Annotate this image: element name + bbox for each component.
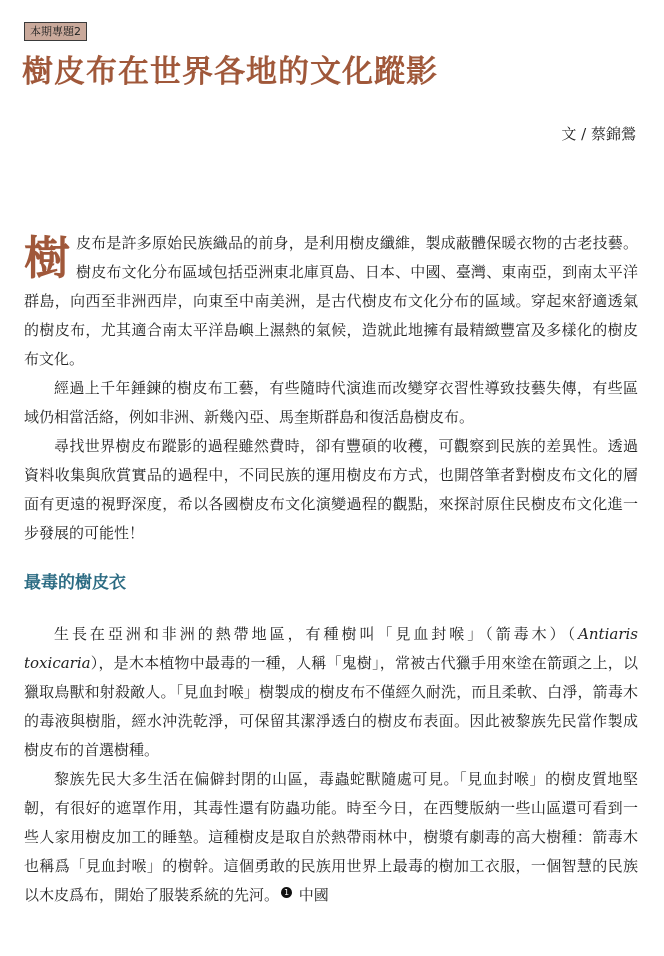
section-paragraph-1-text-a: 生長在亞洲和非洲的熱帶地區，有種樹叫「見血封喉」（箭毒木）（ [54, 625, 579, 643]
section-paragraph-2-text-b: 中國 [294, 886, 329, 904]
intro-paragraph-1-text: 皮布是許多原始民族織品的前身，是利用樹皮纖維，製成蔽體保暖衣物的古老技藝。樹皮布文化分布區域包括亞洲東北庫頁島、日本、中國、臺灣、東南亞，到南太平洋群島，向西至非洲西岸，向東至中南美洲，是古代樹皮布文化分布的區域。穿起來舒適透氣的樹皮布，尤其適合南太平洋島嶼上濕熱的氣候，造就此地擁有最精緻豐富及多樣化的樹皮布文化。 [24, 234, 638, 368]
intro-paragraph-3: 尋找世界樹皮布蹤影的過程雖然費時，卻有豐碩的收穫，可觀察到民族的差異性。透過資料收集與欣賞實品的過程中，不同民族的運用樹皮布方式，也開啓筆者對樹皮布文化的層面有更遠的視野深度，希以各國樹皮布文化演變過程的觀點，來探討原住民樹皮布文化進一步發展的可能性！ [24, 437, 638, 542]
section-paragraph-2-text-a: 黎族先民大多生活在偏僻封閉的山區，毒蟲蛇獸隨處可見。「見血封喉」的樹皮質地堅韌，有很好的遮罩作用，其毒性還有防蟲功能。時至今日，在西雙版納一些山區還可看到一些人家用樹皮加工的睡墊。這種樹皮是取自於熱帶雨林中，樹漿有劇毒的高大樹種：箭毒木也稱爲「見血封喉」的樹幹。這個勇敢的民族用世界上最毒的樹加工衣服，一個智慧的民族以木皮爲布，開始了服裝系統的先河。 [24, 770, 638, 904]
footnote-marker: 1 [281, 887, 292, 898]
scientific-name: Antiaris toxicaria [24, 625, 638, 672]
section-paragraph-1 [24, 620, 638, 765]
section-paragraph-1-text-b: ），是木本植物中最毒的一種，人稱「鬼樹」，常被古代獵手用來塗在箭頭之上，以獵取鳥獸和射殺敵人。「見血封喉」樹製成的樹皮布不僅經久耐洗，而且柔軟、白淨，箭毒木的毒液與樹脂，經水沖洗乾淨，可保留其潔淨透白的樹皮布表面。因此被黎族先民當作製成樹皮布的首選樹種。 [24, 654, 638, 759]
article-title: 樹皮布在世界各地的文化蹤影 [22, 54, 438, 90]
section-heading: 最毒的樹皮衣 [24, 573, 126, 593]
author-byline: 文 / 蔡錦鶯 [561, 125, 636, 143]
section-paragraph-2 [24, 765, 638, 910]
article-body [24, 229, 638, 910]
intro-paragraph-1 [24, 229, 638, 374]
intro-paragraph-2: 經過上千年錘鍊的樹皮布工藝，有些隨時代演進而改變穿衣習性導致技藝失傳，有些區域仍相當活絡，例如非洲、新幾內亞、馬奎斯群島和復活島樹皮布。 [24, 379, 638, 426]
drop-cap: 樹 [24, 231, 70, 285]
column-tag: 本期專題2 [24, 22, 87, 41]
